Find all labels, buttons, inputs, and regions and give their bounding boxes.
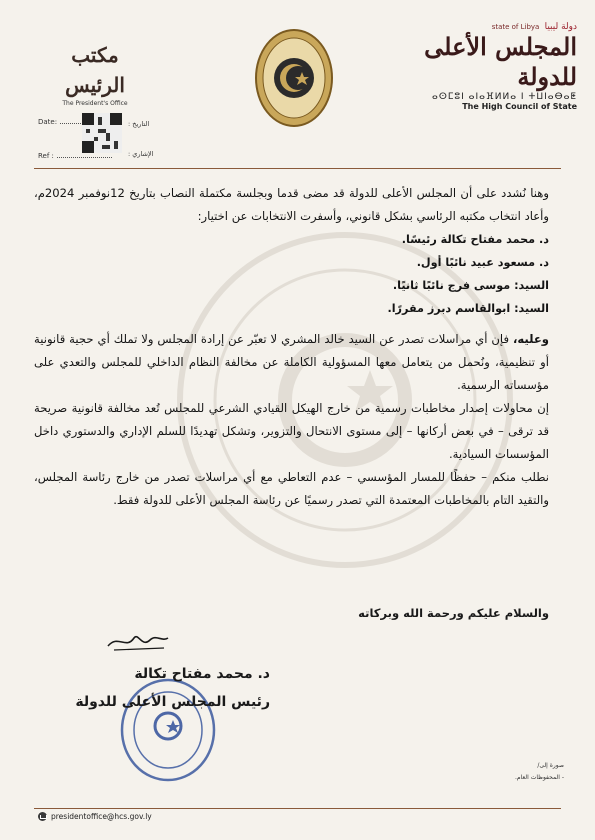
signatory-name: د. محمد مفتاح تكالة xyxy=(134,666,270,682)
paragraph-request: نطلب منكم – حفظًا للمسار المؤسسي – عدم التعاطي مع أي مراسلات تصدر من خارج رئاسة المجلس، والتقيد التام بالمخاطبات المعتمدة التي تصدر رسميًا عن رئاسة المجلس الأعلى للدولة فقط. xyxy=(34,470,549,507)
date-label: Date: xyxy=(38,118,58,126)
signatory-title: رئيس المجلس الأعلى للدولة xyxy=(75,694,270,710)
office-members-list xyxy=(34,228,549,320)
president-office-header xyxy=(40,40,150,107)
paragraph-lead: وعليه، xyxy=(512,332,549,346)
member-item: د. مسعود عبيد نائبًا أول. xyxy=(416,256,549,269)
paragraph-correspondence: وعليه، فإن أي مراسلات تصدر عن السيد خالد المشري لا تعبّر عن إرادة المجلس ولا تملك أي حجية قانونية أو تنظيمية، ونُحمل من يتعامل معها المسؤولية الكاملة عن مخالفة النظام الداخلي للمجلس والتعدي على مؤسساته الرسمية. xyxy=(34,332,549,392)
closing-greeting: والسلام عليكم ورحمة الله وبركاته xyxy=(358,606,549,620)
office-name-en: The President's Office xyxy=(62,100,128,107)
header-divider xyxy=(34,168,561,169)
member-item: السيد: موسى فرج نائبًا ثانيًا. xyxy=(392,279,549,292)
member-item: السيد: ابوالقاسم دبرز مقررًا. xyxy=(387,302,549,315)
ref-label-ar: الإشاري : xyxy=(128,150,154,158)
official-stamp xyxy=(118,676,218,784)
footer-email[interactable]: presidentoffice@hcs.gov.ly xyxy=(51,812,152,821)
handwritten-signature xyxy=(104,628,172,654)
ref-label: Ref : xyxy=(38,152,54,160)
footer-divider xyxy=(34,808,561,809)
paragraph-violation: إن محاولات إصدار مخاطبات رسمية من خارج الهيكل القيادي الشرعي للمجلس تُعد مخالفة قانونية صريحة قد ترقى – في بعض أركانها – إلى مستوى الانتحال والتزوير، وتشكل تهديدًا للسلم الإداري والدستوري داخل المؤسسات السيادية. xyxy=(34,401,549,461)
footer xyxy=(38,812,152,821)
email-icon xyxy=(38,812,47,821)
state-label-ar: دولة ليبيا xyxy=(544,22,577,32)
council-name-ar: المجلس الأعلى للدولة xyxy=(424,32,577,91)
council-name-tifinagh: ⴰⵙⵎⵓⵏ ⴰⵏⴰⴼⵍⵍⴰ ⵏ ⵜⵡⵏⴰⴱⴰⵟ xyxy=(432,92,577,102)
copy-note: صورة إلى/ - المحفوظات العام. xyxy=(514,762,564,781)
council-header xyxy=(392,22,577,111)
date-label-ar: التاريخ : xyxy=(128,120,150,128)
letter-body xyxy=(34,182,549,512)
member-item: د. محمد مفتاح تكالة رئيسًا. xyxy=(401,233,549,246)
office-name-ar: مكتب الرئيس xyxy=(65,43,125,97)
paragraph-election: وهنا نُشدد على أن المجلس الأعلى للدولة قد مضى قدما وبجلسة مكتملة النصاب بتاريخ 12نوفمبر 2024م، وأعاد انتخاب مكتبه الرئاسي بشكل قانوني، وأسفرت الانتخابات عن اختيار: xyxy=(34,186,550,223)
council-name-en: The High Council of State xyxy=(462,102,577,111)
qr-code-icon xyxy=(82,113,122,153)
state-label-en: state of Libya xyxy=(491,23,540,31)
state-seal-logo xyxy=(254,28,334,128)
